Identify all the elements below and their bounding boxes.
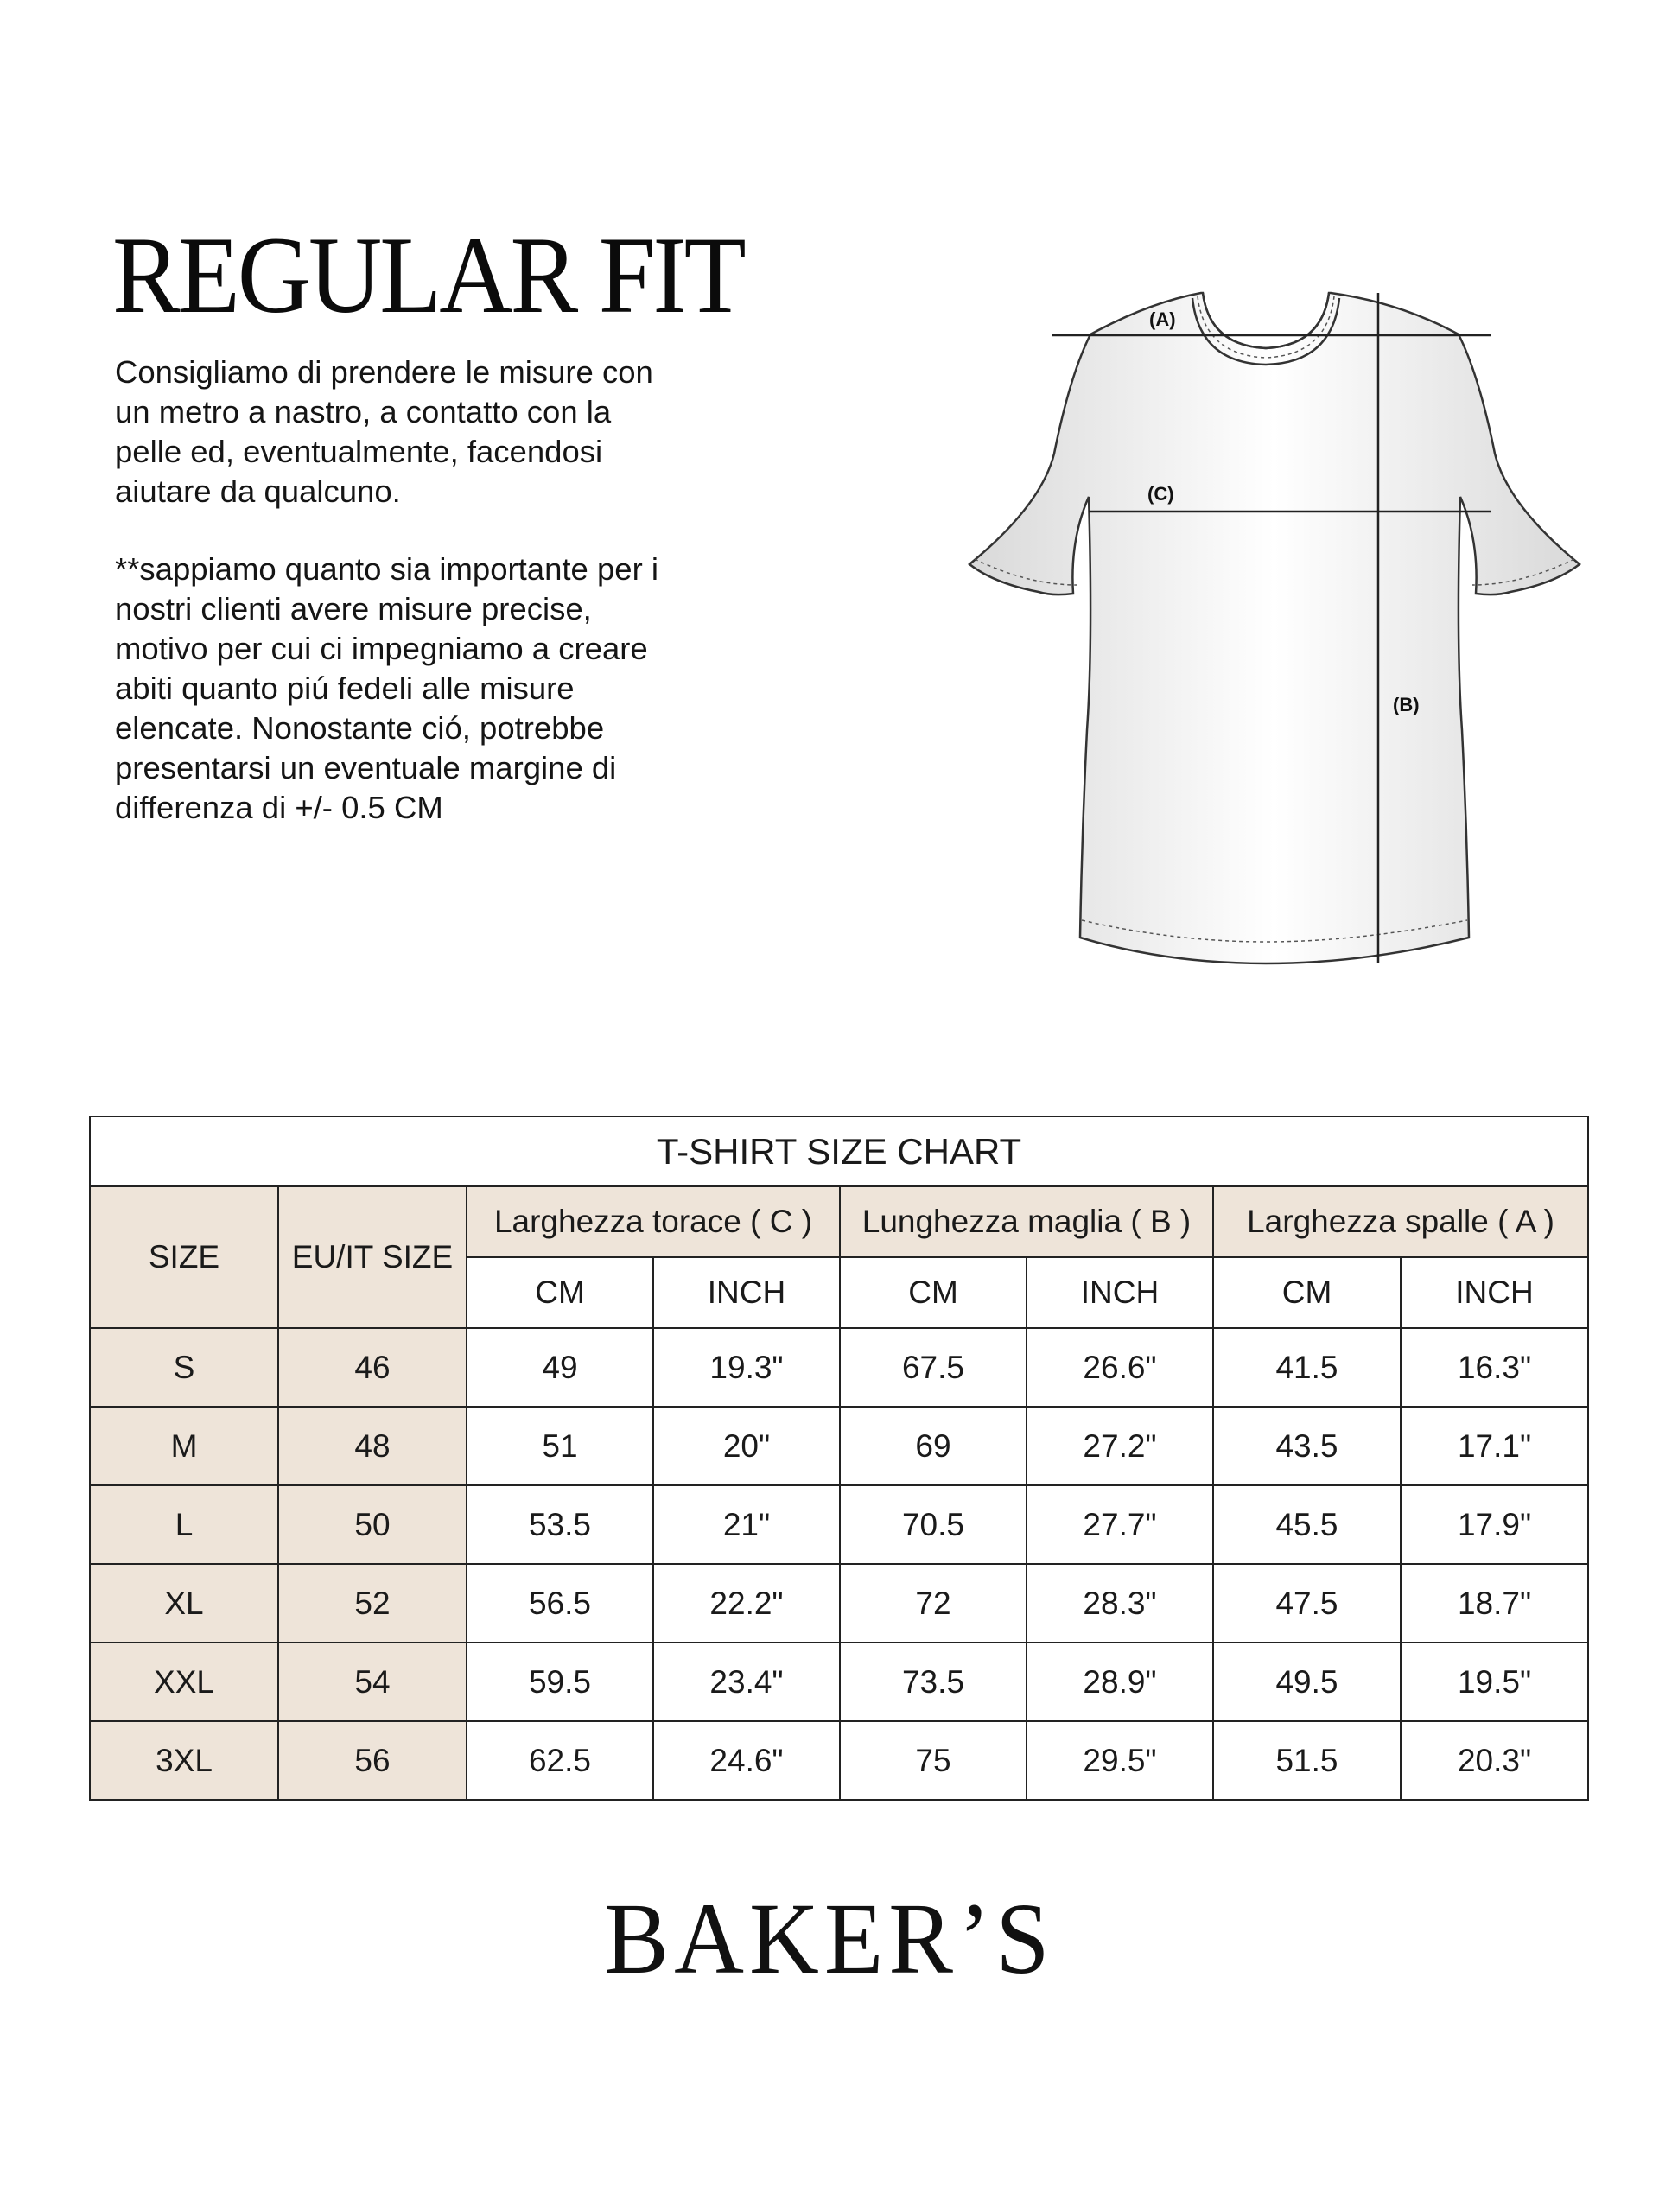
eu-size-cell: 52 bbox=[278, 1564, 467, 1643]
eu-size-cell: 46 bbox=[278, 1328, 467, 1407]
size-rows bbox=[90, 1328, 1588, 1800]
tshirt-diagram bbox=[950, 281, 1590, 972]
size-cell: 3XL bbox=[90, 1721, 278, 1800]
measure-cell: 28.3" bbox=[1027, 1564, 1213, 1643]
eu-size-column-header: EU/IT SIZE bbox=[278, 1186, 467, 1328]
measure-cell: 49.5 bbox=[1213, 1643, 1401, 1721]
measure-cell: 67.5 bbox=[840, 1328, 1027, 1407]
measure-cell: 27.7" bbox=[1027, 1485, 1213, 1564]
table-caption: T-SHIRT SIZE CHART bbox=[90, 1116, 1588, 1186]
shoulder-width-header: Larghezza spalle ( A ) bbox=[1213, 1186, 1588, 1257]
measure-cell: 43.5 bbox=[1213, 1407, 1401, 1485]
tshirt-outline bbox=[969, 293, 1580, 963]
eu-size-cell: 54 bbox=[278, 1643, 467, 1721]
measure-cell: 20.3" bbox=[1401, 1721, 1588, 1800]
table-row bbox=[90, 1721, 1588, 1800]
size-cell: XL bbox=[90, 1564, 278, 1643]
size-chart-table bbox=[89, 1116, 1589, 1801]
measure-cell: 45.5 bbox=[1213, 1485, 1401, 1564]
table-row bbox=[90, 1643, 1588, 1721]
length-header: Lunghezza maglia ( B ) bbox=[840, 1186, 1213, 1257]
measure-cell: 59.5 bbox=[467, 1643, 653, 1721]
measure-cell: 56.5 bbox=[467, 1564, 653, 1643]
label-a: (A) bbox=[1149, 308, 1176, 330]
unit-header: CM bbox=[1213, 1257, 1401, 1328]
measure-cell: 28.9" bbox=[1027, 1643, 1213, 1721]
size-cell: XXL bbox=[90, 1643, 278, 1721]
measure-cell: 26.6" bbox=[1027, 1328, 1213, 1407]
measuring-instructions: Consigliamo di prendere le misure con un metro a nastro, a contatto con la pelle ed, eventualmente, facendosi aiutare da qualcuno. bbox=[115, 354, 653, 509]
eu-size-cell: 56 bbox=[278, 1721, 467, 1800]
measure-cell: 19.5" bbox=[1401, 1643, 1588, 1721]
measure-cell: 24.6" bbox=[653, 1721, 840, 1800]
measure-cell: 70.5 bbox=[840, 1485, 1027, 1564]
measure-cell: 17.1" bbox=[1401, 1407, 1588, 1485]
measure-cell: 47.5 bbox=[1213, 1564, 1401, 1643]
unit-header: INCH bbox=[1027, 1257, 1213, 1328]
measure-cell: 17.9" bbox=[1401, 1485, 1588, 1564]
measure-cell: 23.4" bbox=[653, 1643, 840, 1721]
eu-size-cell: 50 bbox=[278, 1485, 467, 1564]
chest-width-header: Larghezza torace ( C ) bbox=[467, 1186, 840, 1257]
size-cell: S bbox=[90, 1328, 278, 1407]
measure-cell: 22.2" bbox=[653, 1564, 840, 1643]
measure-cell: 41.5 bbox=[1213, 1328, 1401, 1407]
size-column-header: SIZE bbox=[90, 1186, 278, 1328]
measure-cell: 51 bbox=[467, 1407, 653, 1485]
measure-cell: 20" bbox=[653, 1407, 840, 1485]
measure-cell: 69 bbox=[840, 1407, 1027, 1485]
size-cell: M bbox=[90, 1407, 278, 1485]
unit-header: CM bbox=[467, 1257, 653, 1328]
brand-logo: BAKER’S bbox=[604, 1882, 1055, 1996]
unit-header: CM bbox=[840, 1257, 1027, 1328]
eu-size-cell: 48 bbox=[278, 1407, 467, 1485]
measure-cell: 62.5 bbox=[467, 1721, 653, 1800]
measure-cell: 21" bbox=[653, 1485, 840, 1564]
tolerance-note: **sappiamo quanto sia importante per i nostri clienti avere misure precise, motivo per cui ci impegniamo a creare abiti quanto piú fedeli alle misure elencate. Nonostante ció, potrebbe presentarsi un eventuale margine di differenza di +/- 0.5 CM bbox=[115, 551, 658, 825]
unit-header: INCH bbox=[1401, 1257, 1588, 1328]
label-b: (B) bbox=[1393, 694, 1420, 715]
measure-cell: 72 bbox=[840, 1564, 1027, 1643]
measure-cell: 29.5" bbox=[1027, 1721, 1213, 1800]
table-row bbox=[90, 1407, 1588, 1485]
label-c: (C) bbox=[1147, 483, 1174, 505]
table-row bbox=[90, 1328, 1588, 1407]
unit-header: INCH bbox=[653, 1257, 840, 1328]
measure-cell: 16.3" bbox=[1401, 1328, 1588, 1407]
measure-cell: 53.5 bbox=[467, 1485, 653, 1564]
table-row bbox=[90, 1564, 1588, 1643]
measure-cell: 27.2" bbox=[1027, 1407, 1213, 1485]
measure-cell: 49 bbox=[467, 1328, 653, 1407]
measure-cell: 18.7" bbox=[1401, 1564, 1588, 1643]
measure-cell: 75 bbox=[840, 1721, 1027, 1800]
measure-cell: 19.3" bbox=[653, 1328, 840, 1407]
measure-cell: 73.5 bbox=[840, 1643, 1027, 1721]
size-cell: L bbox=[90, 1485, 278, 1564]
measure-cell: 51.5 bbox=[1213, 1721, 1401, 1800]
table-row bbox=[90, 1485, 1588, 1564]
page-title: REGULAR FIT bbox=[112, 213, 744, 336]
